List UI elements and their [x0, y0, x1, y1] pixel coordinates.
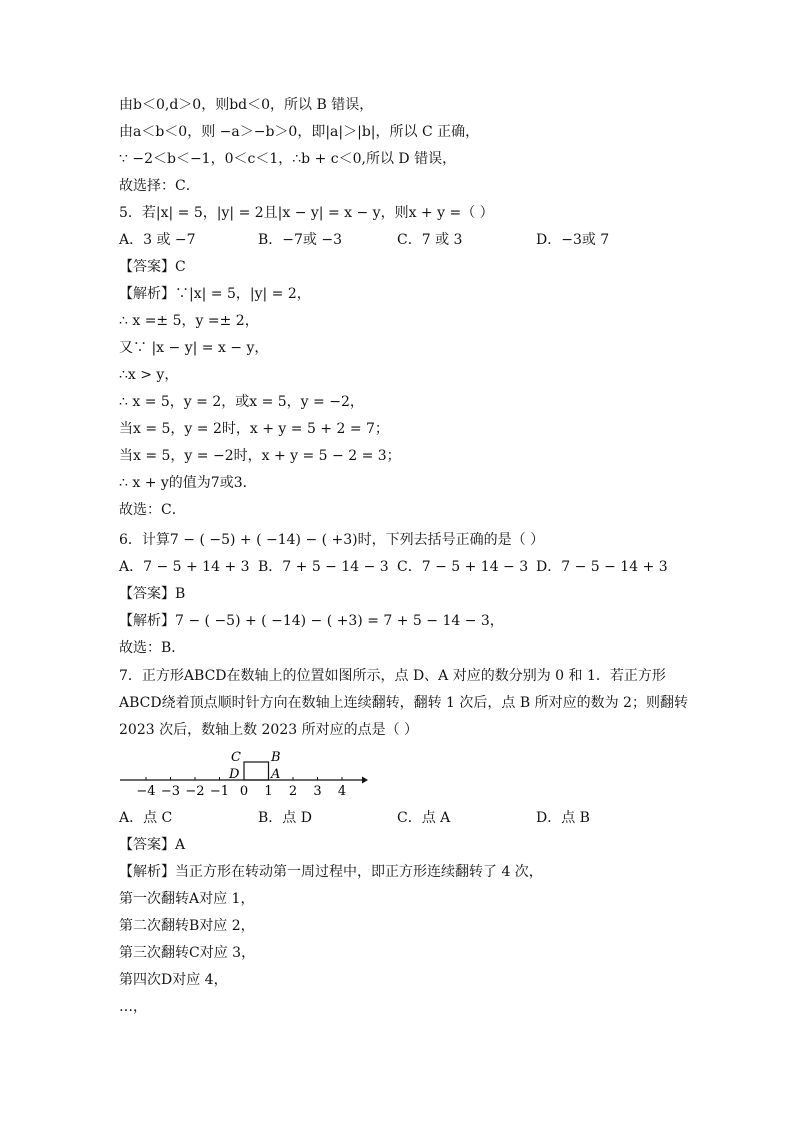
option-c: C．点 A	[397, 810, 451, 826]
option-a: A．7 − 5 + 14 + 3	[119, 559, 250, 575]
analysis-line: ∴x > y，	[119, 367, 179, 383]
analysis-line: 故选：C．	[119, 502, 186, 518]
option-d: D．−3或 7	[536, 232, 610, 248]
analysis-line: 【解析】当正方形在转动第一周过程中，即正方形连续翻转了 4 次，	[119, 864, 543, 880]
axis-arrow	[362, 777, 368, 784]
question-7: 2023 次后，数轴上数 2023 所对应的点是（ ）	[119, 722, 419, 738]
analysis-line: 又∵ |x − y| = x − y，	[119, 340, 269, 356]
answer-5: 【答案】C	[119, 259, 186, 275]
question-7: 7．正方形ABCD在数轴上的位置如图所示，点 D、A 对应的数分别为 0 和 1．若正方形	[119, 668, 666, 684]
vertex-label-c: C	[231, 750, 241, 765]
analysis-line: 当x = 5，y = 2时，x + y = 5 + 2 = 7；	[119, 421, 389, 437]
analysis-line: …，	[119, 999, 147, 1015]
vertex-label-b: B	[271, 750, 281, 765]
analysis-line: 第四次D对应 4，	[119, 972, 228, 988]
analysis-line: ∴ x = 5，y = 2，或x = 5，y = −2，	[119, 394, 364, 410]
option-b: B．−7或 −3	[258, 232, 343, 248]
options-q7	[119, 808, 719, 828]
analysis-line: 当x = 5，y = −2时，x + y = 5 − 2 = 3；	[119, 448, 401, 464]
analysis-line: 第一次翻转A对应 1，	[119, 891, 255, 907]
tick-label: −4	[136, 784, 156, 798]
text-line: 由b＜0,d＞0，则bd＜0，所以 B 错误，	[119, 97, 374, 113]
option-a: A．3 或 −7	[119, 232, 196, 248]
tick-label: 4	[337, 784, 347, 798]
text-line: ∵ −2＜b＜−1，0＜c＜1，∴b + c＜0,所以 D 错误，	[119, 151, 457, 167]
tick-label: 3	[313, 784, 322, 798]
analysis-line: 【解析】7 − ( −5) + ( −14) − ( +3) = 7 + 5 − 14 − 3，	[119, 613, 504, 629]
number-line-figure	[118, 748, 368, 798]
options-q5	[119, 230, 719, 250]
analysis-line: 第三次翻转C对应 3，	[119, 945, 256, 961]
question-5: 5．若|x| = 5，|y| = 2且|x − y| = x − y，则x + y =（ ）	[119, 205, 494, 221]
tick-label: 0	[239, 784, 249, 798]
analysis-line: 第二次翻转B对应 2，	[119, 918, 255, 934]
answer-7: 【答案】A	[119, 837, 186, 853]
analysis-line: 【解析】∵|x| = 5，|y| = 2，	[119, 286, 311, 302]
analysis-line: ∴ x + y的值为7或3．	[119, 475, 257, 491]
answer-6: 【答案】B	[119, 586, 186, 602]
option-b: B．7 + 5 − 14 − 3	[258, 559, 389, 575]
square-abcd	[244, 762, 269, 780]
tick-label: 2	[288, 784, 298, 798]
question-6: 6．计算7 − ( −5) + ( −14) − ( +3)时，下列去括号正确的是（ ）	[119, 532, 545, 548]
question-7: ABCD绕着顶点顺时针方向在数轴上连续翻转，翻转 1 次后，点 B 所对应的数为 2；则翻转	[119, 695, 688, 711]
analysis-line: 故选：B．	[119, 640, 186, 656]
option-d: D．点 B	[536, 810, 590, 826]
text-line: 由a＜b＜0，则 −a＞−b＞0，即|a|＞|b|，所以 C 正确，	[119, 124, 480, 140]
tick-label: −1	[209, 784, 230, 798]
tick-label: −3	[160, 784, 181, 798]
vertex-label-a: A	[271, 767, 281, 782]
options-q6	[119, 557, 719, 577]
option-b: B．点 D	[258, 810, 312, 826]
tick-label: 1	[264, 784, 273, 798]
tick-label: −2	[185, 784, 205, 798]
option-c: C．7 或 3	[397, 232, 463, 248]
vertex-label-d: D	[229, 767, 240, 782]
text-line: 故选择：C．	[119, 178, 200, 194]
analysis-line: ∴ x =± 5，y =± 2，	[119, 313, 259, 329]
option-c: C．7 − 5 + 14 − 3	[397, 559, 529, 575]
option-a: A．点 C	[119, 810, 173, 826]
option-d: D．7 − 5 − 14 + 3	[536, 559, 668, 575]
